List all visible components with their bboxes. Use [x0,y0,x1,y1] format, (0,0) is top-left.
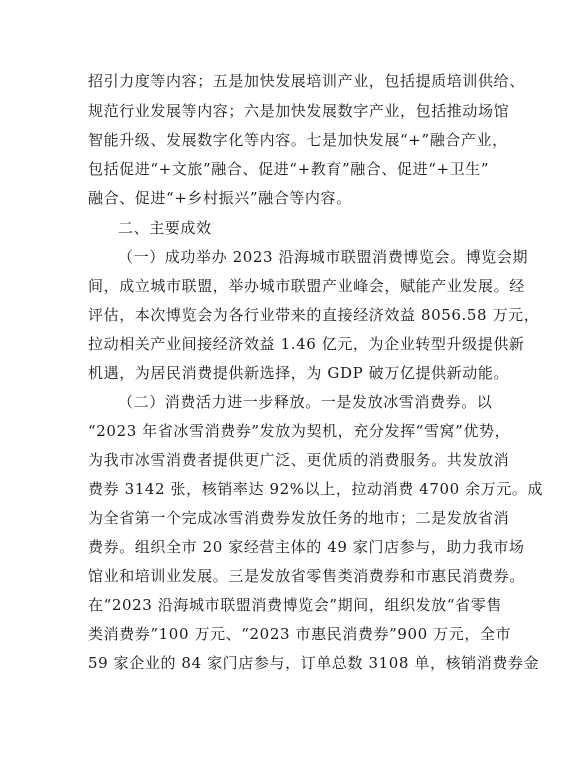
body-text-line: 间，成立城市联盟，举办城市联盟产业峰会，赋能产业发展。经 [88,277,525,295]
body-text-line: 包括促进“+文旅”融合、促进“+教育”融合、促进“+卫生” [88,160,490,178]
paragraph-first-line: （一）成功举办 2023 沿海城市联盟消费博览会。博览会期 [118,248,529,266]
paragraph-first-line: （二）消费活力进一步释放。一是发放冰雪消费券。以 [118,393,493,411]
body-text-line: 规范行业发展等内容；六是加快发展数字产业，包括推动场馆 [88,102,510,120]
body-text-line: 机遇，为居民消费提供新选择，为 GDP 破万亿提供新动能。 [88,364,510,382]
body-text-line: 为我市冰雪消费者提供更广泛、更优质的消费服务。共发放消 [88,451,510,469]
body-text-line: 费券。组织全市 20 家经营主体的 49 家门店参与，助力我市场 [88,538,525,556]
body-text-line: 融合、促进“+乡村振兴”融合等内容。 [88,189,352,207]
body-text-line: 评估，本次博览会为各行业带来的直接经济效益 8056.58 万元， [88,306,540,324]
body-text-line: 类消费券”100 万元、“2023 市惠民消费券”900 万元，全市 [88,625,512,643]
body-text-line: 馆业和培训业发展。三是发放省零售类消费券和市惠民消费券。 [88,567,525,585]
body-text-line: “2023 年省冰雪消费券”发放为契机，充分发挥“雪窝”优势， [88,422,511,440]
body-text-line: 59 家企业的 84 家门店参与，订单总数 3108 单，核销消费券金 [88,654,540,672]
body-text-line: 在“2023 沿海城市联盟消费博览会”期间，组织发放“省零售 [88,596,502,614]
body-text-line: 费券 3142 张，核销率达 92%以上，拉动消费 4700 余万元。成 [88,480,544,498]
body-text-line: 拉动相关产业间接经济效益 1.46 亿元，为企业转型升级提供新 [88,335,525,353]
body-text-line: 智能升级、发展数字化等内容。七是加快发展“+”融合产业， [88,131,508,149]
body-text-line: 招引力度等内容；五是加快发展培训产业，包括提质培训供给、 [88,72,525,90]
body-text-line: 为全省第一个完成冰雪消费券发放任务的地市；二是发放省消 [88,509,510,527]
section-heading: 二、主要成效 [118,219,212,237]
